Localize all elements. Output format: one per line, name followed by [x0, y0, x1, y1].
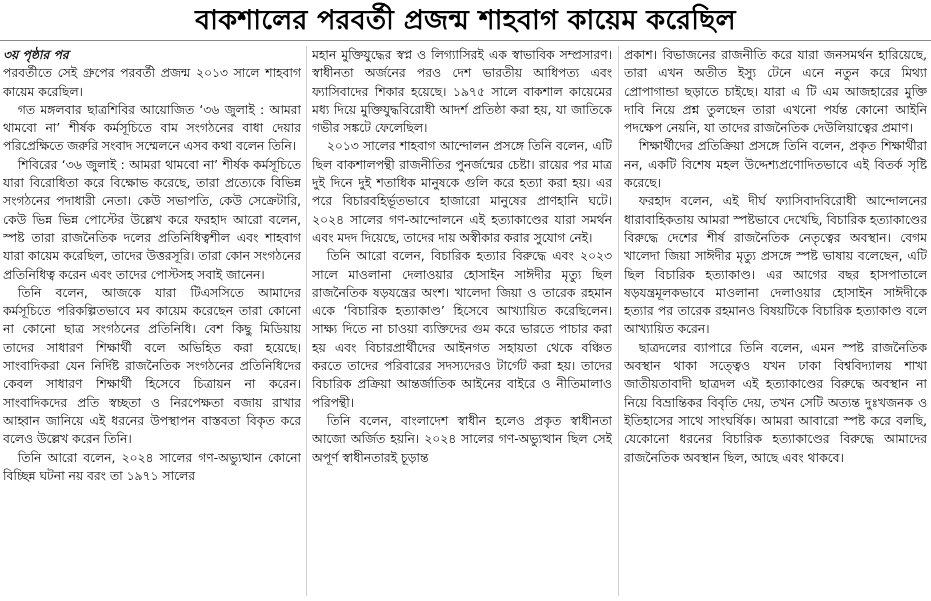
- paragraph: তিনি বলেন, বাংলাদেশ স্বাধীন হলেও প্রকৃত স্বাধীনতা আজো অর্জিত হয়নি। ২০২৪ সালের গণ-অভ্যুত্থান ছিল সেই অপূর্ণ স্বাধীনতারই চূড়ান্ত: [312, 413, 612, 465]
- paragraph: শিবিরের ‘৩৬ জুলাই : আমরা থামবো না’ শীর্ষক কর্মসূচিতে যারা বিরোধিতা করে বিক্ষোভ করেছে, তারা প্রত্যেকে বিভিন্ন সংগঠনের পদাধারী নেতা। কেউ সভাপতি, কেউ সেক্রেটারি, কেউ ভিন্ন ভিন্ন পোস্টের উল্লেখ করে ফরহাদ আরো বলেন, স্পষ্ট তারা রাজনৈতিক দলের প্রতিনিধিত্বশীল এবং শাহবাগ যারা কায়েম করেছিল, তাদের উত্তরসূরি। তারা কোন সংগঠনের প্রতিনিধিত্ব করেন এবং তাদের পোস্টসহ সবাই জানেন।: [3, 157, 301, 282]
- paragraph: গত মঙ্গলবার ছাত্রশিবির আয়োজিত ‘৩৬ জুলাই : আমরা থামবো না’ শীর্ষক কর্মসূচিতে বাম সংগঠনের বাধা দেয়ার পরিপ্রেক্ষিতে জরুরি সংবাদ সম্মেলনে এসব কথা বলেন তিনি।: [3, 102, 301, 154]
- paragraph: প্রকাশ। বিভাজনের রাজনীতি করে যারা জনসমর্থন হারিয়েছে, তারা এখন অতীত ইস্যু টেনে এনে নতুন করে মিথ্যা প্রোপাগান্ডা ছড়াতে চাইছে। যারা এ টি এম আজহারের মুক্তি দাবি নিয়ে প্রশ্ন তুলছেন তারা এখনো পর্যন্ত কোনো আইনি পদক্ষেপ নেয়নি, যা তাদের রাজনৈতিক দেউলিয়াত্বের প্রমাণ।: [624, 48, 927, 136]
- paragraph: পরবর্তীতে সেই গ্রুপের পরবর্তী প্রজন্ম ২০১৩ সালে শাহবাগ কায়েম করেছিল।: [3, 66, 301, 99]
- paragraph: মহান মুক্তিযুদ্ধের স্বপ্ন ও লিগ্যাসিরই এক স্বাভাবিক সম্প্রসারণ। স্বাধীনতা অর্জনের পরও দেশ ভারতীয় আধিপত্য এবং ফ্যাসিবাদের শিকার হয়েছে। ১৯৭৫ সালে বাকশাল কায়েমের মধ্য দিয়ে মুক্তিযুদ্ধবিরোধী আদর্শ প্রতিষ্ঠা করা হয়, যা জাতিকে গভীর সঙ্কটে ফেলেছিল।: [312, 48, 612, 136]
- paragraph: শিক্ষার্থীদের প্রতিক্রিয়া প্রসঙ্গে তিনি বলেন, প্রকৃত শিক্ষার্থীরা নন, একটি বিশেষ মহল উদ্দেশ্যপ্রণোদিতভাবে এই বিতর্ক সৃষ্টি করেছে।: [624, 139, 927, 191]
- article-column-1: [3, 46, 301, 598]
- paragraph: ফরহাদ বলেন, এই দীর্ঘ ফ্যাসিবাদবিরোধী আন্দোলনের ধারাবাহিকতায় আমরা স্পষ্টভাবে দেখেছি, বিচারিক হত্যাকাণ্ডের বিরুদ্ধে দেশের শীর্ষ রাজনৈতিক নেতৃত্বের অবস্থান। বেগম খালেদা জিয়া সাঈদীর মৃত্যু প্রসঙ্গে স্পষ্ট ভাষায় বলেছেন, এটি ছিল বিচারিক হত্যাকাণ্ড। এর আগের বছর হাসপাতালে ষড়যন্ত্রমূলকভাবে মাওলানা দেলাওয়ার হোসাইন সাঈদীকে হত্যার পর তারেক রহমানও বিষয়টিকে বিচারিক হত্যাকাণ্ড বলে আখ্যায়িত করেন।: [624, 194, 927, 337]
- paragraph: ছাত্রদলের ব্যাপারে তিনি বলেন, এমন স্পষ্ট রাজনৈতিক অবস্থান থাকা সত্ত্বেও যখন ঢাকা বিশ্ববিদ্যালয় শাখা জাতীয়তাবাদী ছাত্রদল এই হত্যাকাণ্ডের বিরুদ্ধে অবস্থান না নিয়ে বিভ্রান্তিকর বিবৃতি দেয়, তখন সেটি অত্যন্ত দুঃখজনক ও ইতিহাসের সাথে সাংঘর্ষিক। আমরা আবারো স্পষ্ট করে বলছি, যেকোনো ধরনের বিচারিক হত্যাকাণ্ডের বিরুদ্ধে আমাদের রাজনৈতিক অবস্থান ছিল, আছে এবং থাকবে।: [624, 340, 927, 465]
- paragraph: তিনি আরো বলেন, ২০২৪ সালের গণ-অভ্যুত্থান কোনো বিচ্ছিন্ন ঘটনা নয় বরং তা ১৯৭১ সালের: [3, 450, 301, 483]
- paragraph: তিনি আরো বলেন, বিচারিক হত্যার বিরুদ্ধে এবং ২০২৩ সালে মাওলানা দেলাওয়ার হোসাইন সাঈদীর মৃত্যু ছিল রাজনৈতিক ষড়যন্ত্রের অংশ। খালেদা জিয়া ও তারেক রহমান একে ‘বিচারিক হত্যাকাণ্ড’ হিসেবে আখ্যায়িত করেছিলেন। সাক্ষ্য দিতে না চাওয়া ব্যক্তিদের গুম করে ভারতে পাচার করা হয় এবং বিচারপ্রার্থীদের আইনগত সহায়তা থেকে বঞ্চিত করতে তাদের পরিবারের সদস্যদেরও টার্গেট করা হয়। তাদের বিচারিক প্রক্রিয়া আন্তর্জাতিক আইনের বাইরে ও নীতিমালাও পরিপন্থী।: [312, 249, 612, 410]
- continuation-label: ৩য় পৃষ্ঠার পর: [3, 48, 69, 62]
- headline: বাকশালের পরবর্তী প্রজন্ম শাহবাগ কায়েম করেছিল: [195, 5, 736, 36]
- article-column-2: [312, 46, 612, 598]
- column-divider: [618, 46, 619, 596]
- paragraph: ২০১৩ সালের শাহবাগ আন্দোলন প্রসঙ্গে তিনি বলেন, এটি ছিল বাকশালপন্থী রাজনীতির পুনর্জন্মের চেষ্টা। রায়ের পর মাত্র দুই দিনে দুই শতাধিক মানুষকে গুলি করে হত্যা করা হয়। এর পরে বিচারবহির্ভূতভাবে হাজারো মানুষের প্রাণহানি ঘটে। ২০২৪ সালের গণ-আন্দোলনে এই হত্যাকাণ্ডের যারা সমর্থন এবং মদদ দিয়েছে, তাদের দায় অস্বীকার করার সুযোগ নেই।: [312, 139, 612, 245]
- paragraph: তিনি বলেন, আজকে যারা টিএসসিতে আমাদের কর্মসূচিতে পরিকল্পিতভাবে মব কায়েম করেছেন তারা কোনো না কোনো ছাত্র সংগঠনের প্রতিনিধি। বেশ কিছু মিডিয়ায় তাদের সাধারণ শিক্ষার্থী বলে অভিহিত করা হয়েছে। সাংবাদিকরা যেন নির্দিষ্ট রাজনৈতিক সংগঠনের প্রতিনিধিদের কেবল সাধারণ শিক্ষার্থী হিসেবে চিত্রায়ন না করেন। সাংবাদিকদের প্রতি স্বচ্ছতা ও নিরপেক্ষতা বজায় রাখার আহ্বান জানিয়ে এই ধরনের উপস্থাপন বাস্তবতা বিকৃত করে বলেও উল্লেখ করেন তিনি।: [3, 285, 301, 447]
- headline-divider: [0, 40, 931, 41]
- article-column-3: [624, 46, 927, 598]
- column-divider: [306, 46, 307, 596]
